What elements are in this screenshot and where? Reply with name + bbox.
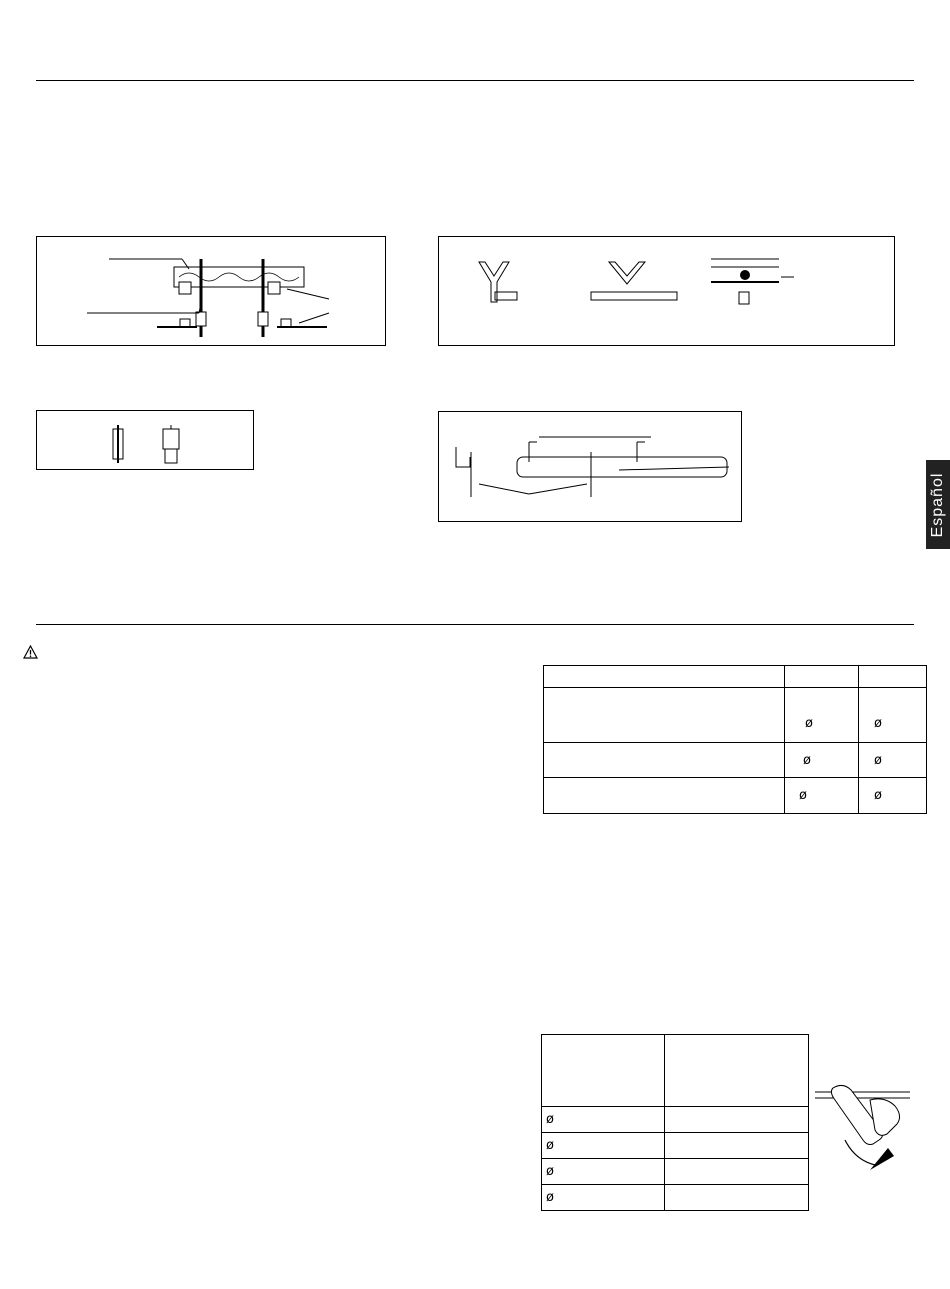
table-cell xyxy=(544,688,785,743)
table-cell xyxy=(544,778,785,814)
figure-steel-beam-hanging xyxy=(438,411,742,522)
table-cell xyxy=(544,743,785,778)
table-cell xyxy=(665,1107,809,1133)
table-cell xyxy=(665,1159,809,1185)
table-cell xyxy=(665,1035,809,1107)
table-row xyxy=(542,1159,809,1185)
table-cell xyxy=(542,1035,665,1107)
anchor-illustration xyxy=(37,411,255,471)
torque-table xyxy=(541,1034,809,1211)
diameter-symbol: ø xyxy=(859,688,927,743)
table-row xyxy=(542,1035,809,1107)
top-rule xyxy=(36,80,914,81)
diameter-symbol: ø xyxy=(859,743,927,778)
table-row xyxy=(542,1107,809,1133)
table-cell xyxy=(665,1185,809,1211)
warning-icon xyxy=(23,645,38,664)
table-row xyxy=(544,666,927,688)
table-cell xyxy=(665,1133,809,1159)
diameter-symbol: ø xyxy=(542,1133,665,1159)
steel-beam-illustration xyxy=(439,412,743,523)
table-row xyxy=(544,778,927,814)
diameter-symbol: ø xyxy=(542,1185,665,1211)
language-tab xyxy=(926,460,950,549)
table-row xyxy=(544,688,927,743)
inserts-illustration xyxy=(439,237,896,347)
diameter-symbol: ø xyxy=(785,688,859,743)
figure-wooden-beam-bolts xyxy=(36,236,386,346)
diameter-symbol: ø xyxy=(542,1107,665,1133)
wrench-illustration xyxy=(815,1080,910,1175)
table-cell xyxy=(785,666,859,688)
beam-illustration xyxy=(37,237,387,347)
diameter-symbol: ø xyxy=(785,743,859,778)
figure-anchor-bolts xyxy=(36,410,254,470)
diameter-symbol: ø xyxy=(542,1159,665,1185)
figure-ceiling-inserts xyxy=(438,236,895,346)
table-cell xyxy=(859,666,927,688)
pipe-size-table xyxy=(543,665,927,814)
table-row xyxy=(544,743,927,778)
diameter-symbol: ø xyxy=(859,778,927,814)
table-cell xyxy=(544,666,785,688)
language-tab-label: Español xyxy=(929,472,946,537)
table-row xyxy=(542,1185,809,1211)
diameter-symbol: ø xyxy=(785,778,859,814)
section-rule xyxy=(36,624,914,625)
table-row xyxy=(542,1133,809,1159)
